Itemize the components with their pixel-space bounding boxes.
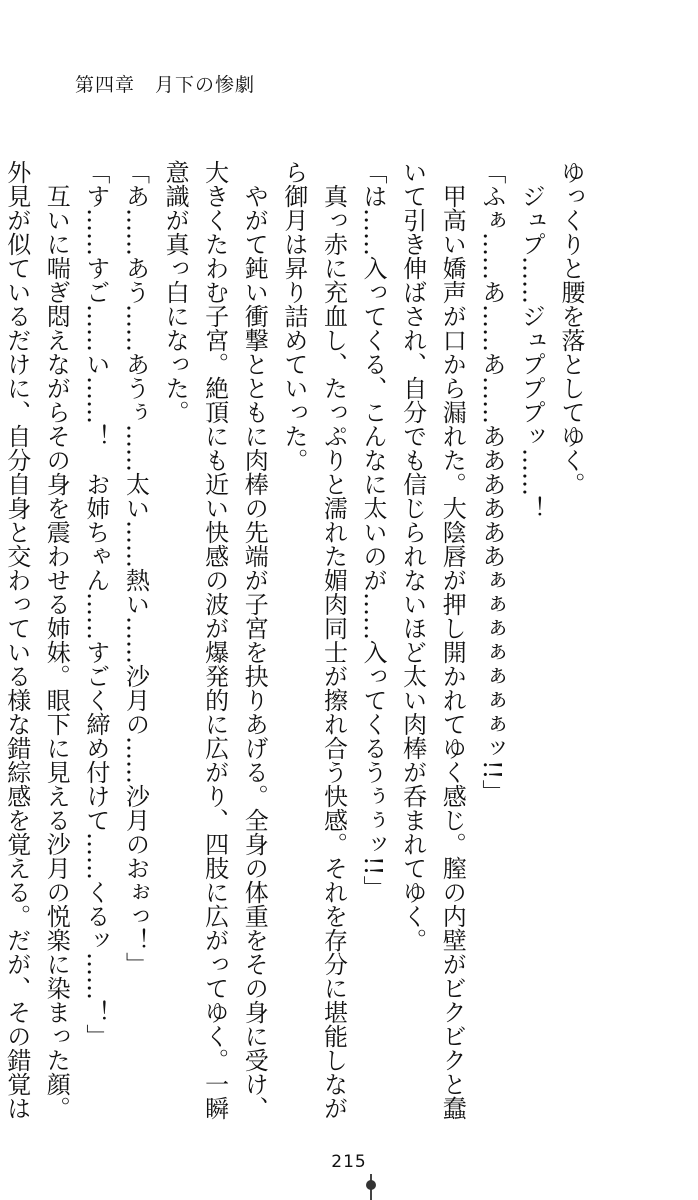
pin-dot-icon: [366, 1174, 376, 1200]
text-line: 意識が真っ白になった。: [161, 160, 190, 424]
text-line: 大きくたわむ子宮。絶頂にも近い快感の波が爆発的に広がり、四肢に広がってゆく。一瞬: [200, 160, 229, 1120]
body-text: [2, 160, 590, 1120]
text-line: ゆっくりと腰を落としてゆく。: [557, 160, 585, 496]
text-line: 外見が似ているだけに、自分自身と交わっている様な錯綜感を覚える。だが、その錯覚は: [2, 160, 31, 1120]
text-line: 「す……すご……い……！ お姉ちゃん……すごく締め付けて……くるッ……！」: [81, 160, 110, 1048]
text-line: ジュプ……ジュプププッ……！: [517, 160, 546, 520]
page-number: 215: [331, 1152, 367, 1172]
text-line: 甲高い嬌声が口から漏れた。大陰唇が押し開かれてゆく感じ。膣の内壁がビクビクと蠢: [438, 160, 467, 1120]
text-line: ら御月は昇り詰めていった。: [279, 160, 308, 472]
text-line: いて引き伸ばされ、自分でも信じられないほど太い肉棒が呑まれてゆく。: [398, 160, 427, 952]
text-line: やがて鈍い衝撃とともに肉棒の先端が子宮を抉りあげる。全身の体重をその身に受け、: [240, 160, 269, 1120]
text-line: 「ふぁ……あ……あ……ああああああぁぁぁぁぁぁぁッ!!」: [477, 160, 506, 804]
text-line: 「は……入ってくる、こんなに太いのが……入ってくるうぅぅッ!!」: [359, 160, 388, 900]
text-line: 互いに喘ぎ悶えながらその身を震わせる姉妹。眼下に見える沙月の悦楽に染まった顔。: [42, 160, 71, 1120]
running-head: 第四章 月下の惨劇: [75, 74, 256, 96]
text-line: 真っ赤に充血し、たっぷりと濡れた媚肉同士が擦れ合う快感。それを存分に堪能しなが: [319, 160, 348, 1120]
text-line: 「あ……あう……あうぅ……太い……熱い……沙月の……沙月のおぉっ！」: [121, 160, 150, 976]
